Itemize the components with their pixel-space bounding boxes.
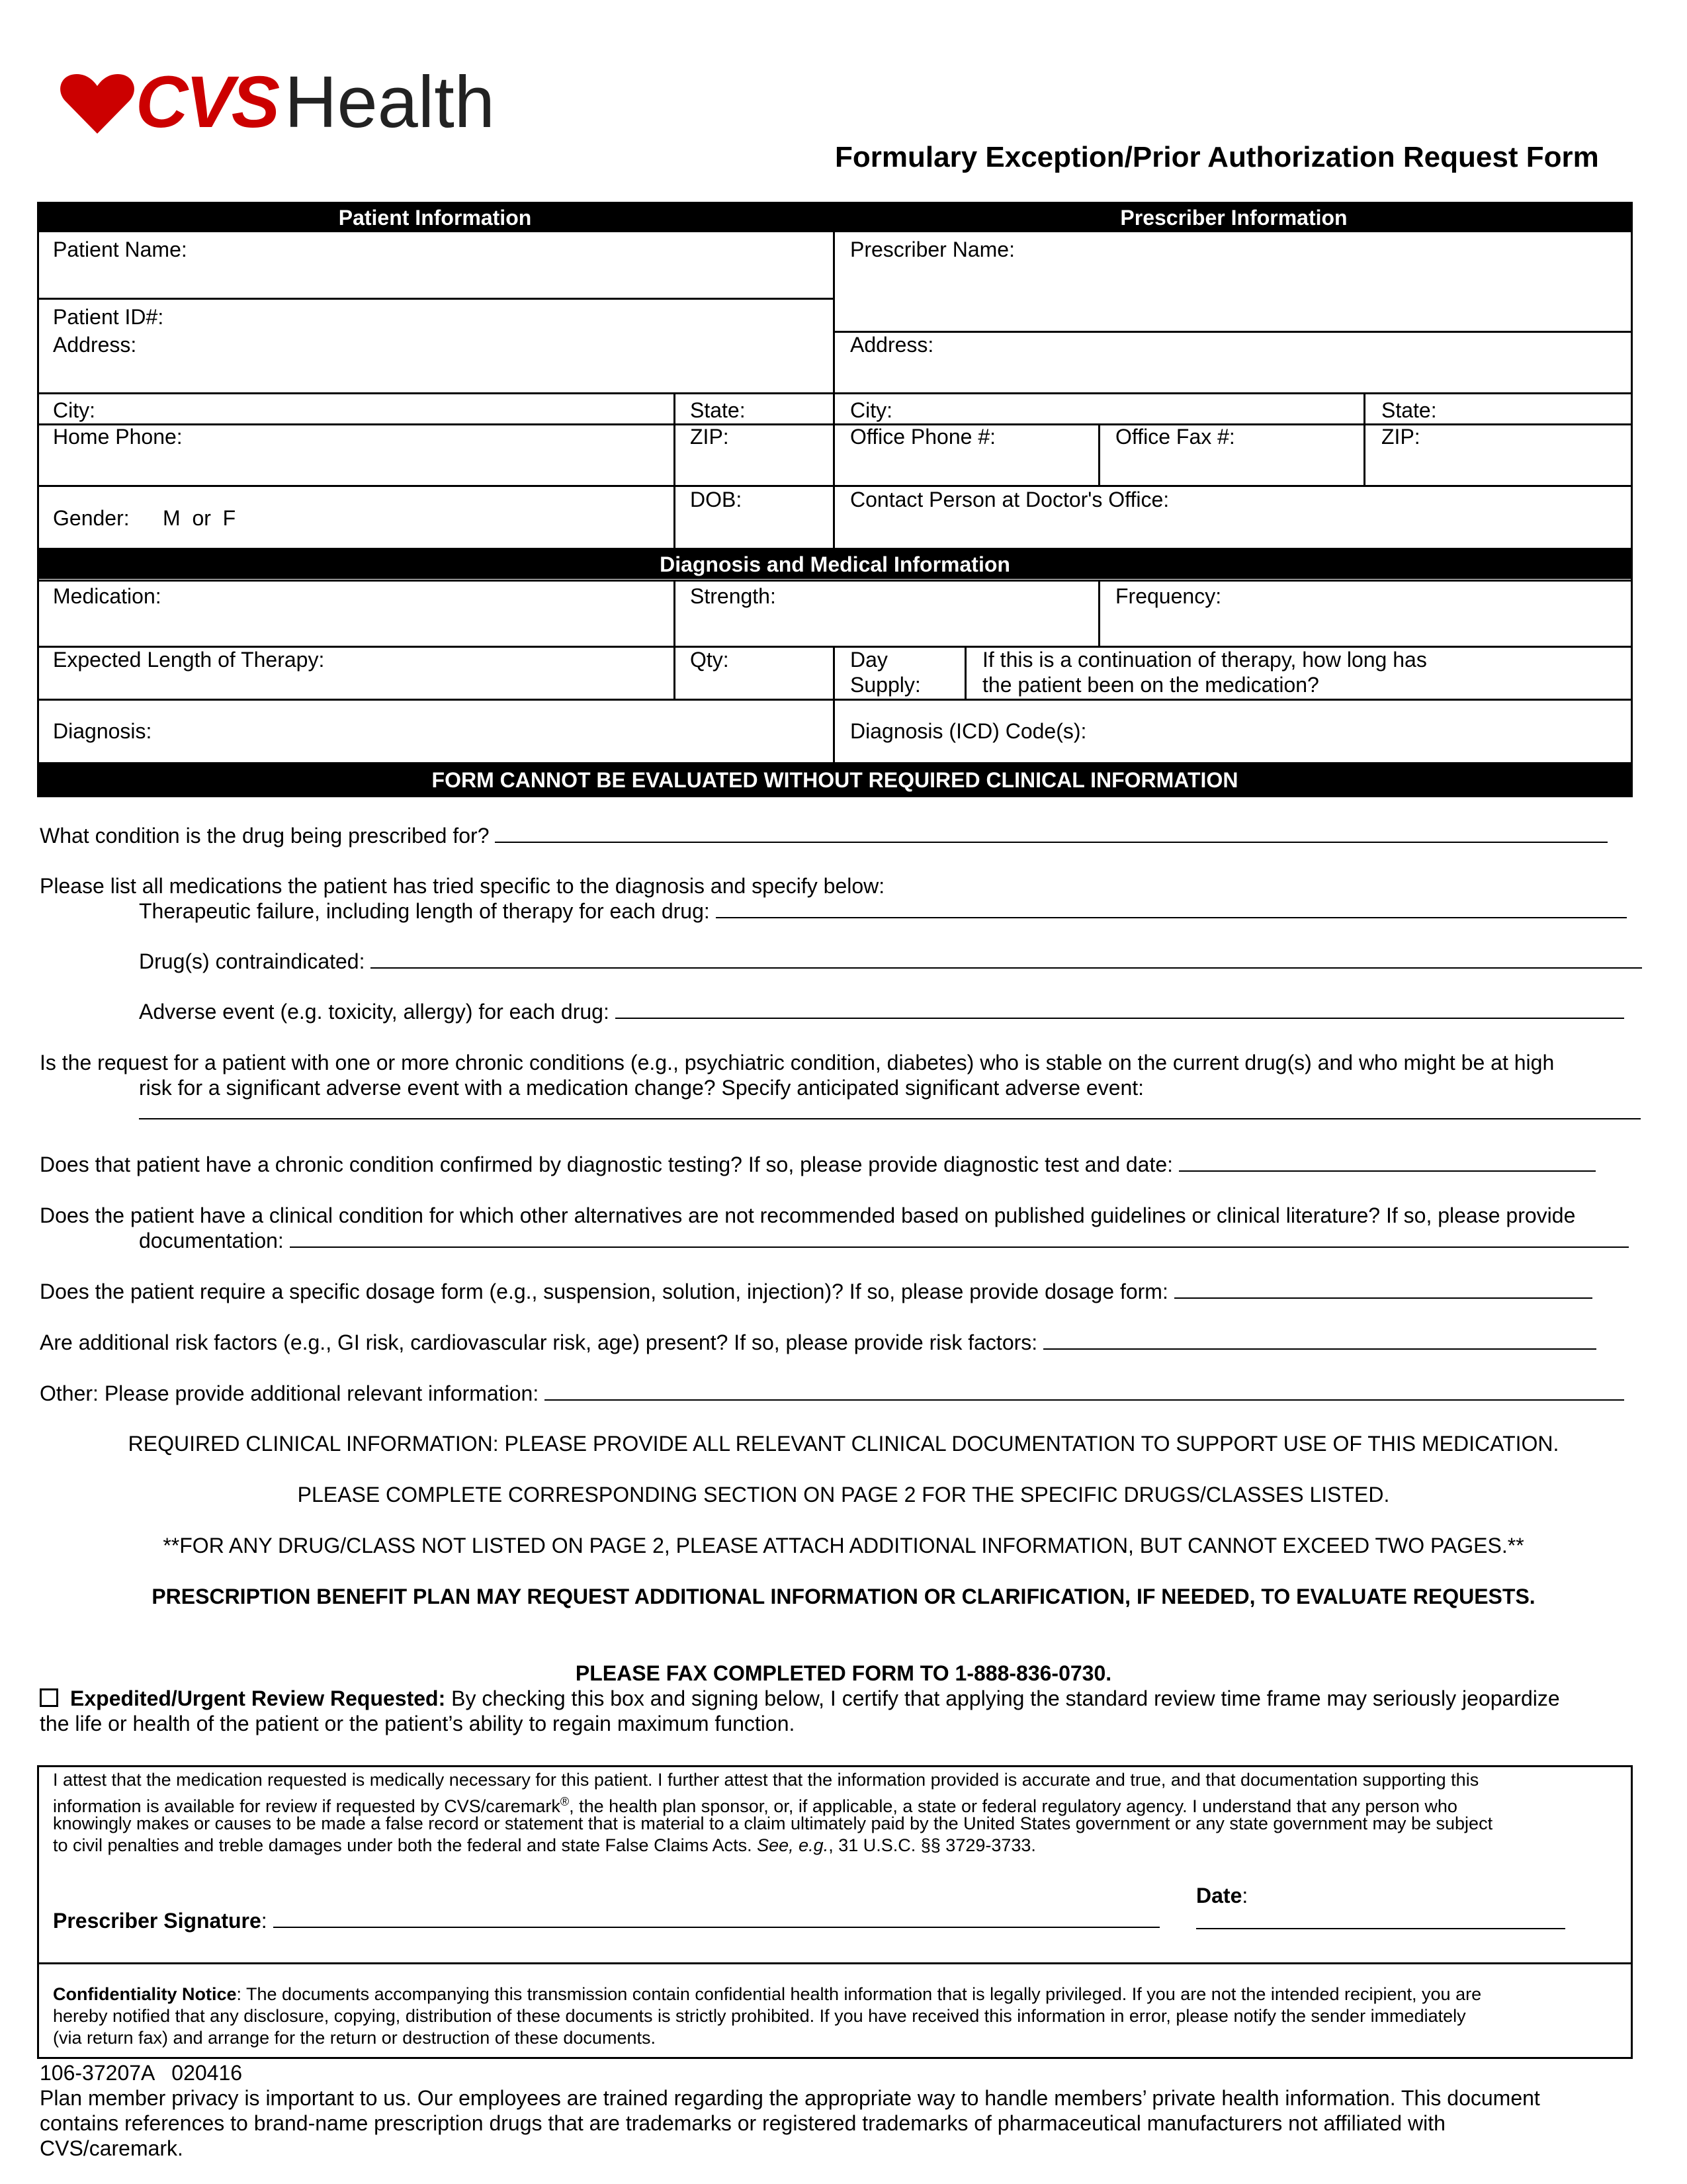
expedited-review-checkbox[interactable] [40, 1688, 58, 1707]
answer-line[interactable] [290, 1228, 1629, 1248]
prescriber-name-label[interactable]: Prescriber Name: [850, 238, 1015, 261]
qty-label[interactable]: Qty: [690, 648, 729, 672]
attestation-line-3: knowingly makes or causes to be made a false record or statement that is material to a claim ultimately paid by the United States government or any state government may be subject [53, 1813, 1493, 1833]
expedited-review-line-2: the life or health of the patient or the patient’s ability to regain maximum function. [40, 1712, 795, 1735]
expedited-review-label: Expedited/Urgent Review Requested: [70, 1686, 446, 1710]
question-adverse-event[interactable]: Adverse event (e.g. toxicity, allergy) for each drug: [139, 999, 1624, 1024]
question-medications-tried: Please list all medications the patient has tried specific to the diagnosis and specify below: [40, 874, 885, 898]
question-contraindicated[interactable]: Drug(s) contraindicated: [139, 949, 1642, 974]
patient-state-label[interactable]: State: [690, 398, 746, 422]
logo-cvs-text: CVS [136, 62, 278, 143]
patient-dob-label[interactable]: DOB: [690, 488, 742, 511]
answer-line[interactable] [544, 1381, 1624, 1401]
day-supply-label-1[interactable]: Day [850, 648, 888, 672]
answer-line[interactable] [1179, 1152, 1596, 1172]
confidentiality-line-1: Confidentiality Notice: The documents accompanying this transmission contain confidential health information that is legally privileged. If you are not the intended recipient, you are [53, 1984, 1482, 2004]
continuation-label-1[interactable]: If this is a continuation of therapy, how long has [982, 648, 1427, 672]
patient-address-label[interactable]: Address: [53, 333, 137, 357]
question-condition[interactable]: What condition is the drug being prescribed for? [40, 823, 1608, 848]
date-label: Date [1196, 1884, 1242, 1907]
heart-icon [60, 73, 136, 136]
notice-benefit-plan: PRESCRIPTION BENEFIT PLAN MAY REQUEST ADDITIONAL INFORMATION OR CLARIFICATION, IF NEEDED, TO EVALUATE REQUESTS. [151, 1585, 1536, 1608]
patient-home-phone-label[interactable]: Home Phone: [53, 425, 183, 449]
continuation-label-2[interactable]: the patient been on the medication? [982, 673, 1319, 697]
date-field-label: Date: [1196, 1884, 1248, 1907]
date-line[interactable] [1196, 1928, 1565, 1929]
answer-line[interactable] [370, 949, 1642, 969]
patient-zip-label[interactable]: ZIP: [690, 425, 729, 449]
signature-label: Prescriber Signature [53, 1909, 261, 1933]
therapy-length-label[interactable]: Expected Length of Therapy: [53, 648, 325, 672]
privacy-line-1: Plan member privacy is important to us. Our employees are trained regarding the appropriate way to handle members’ private health information. This document [40, 2086, 1540, 2110]
icd-codes-label[interactable]: Diagnosis (ICD) Code(s): [850, 719, 1087, 743]
strength-label[interactable]: Strength: [690, 584, 776, 608]
confidentiality-line-3: (via return fax) and arrange for the return or destruction of these documents. [53, 2028, 656, 2048]
attestation-line-1: I attest that the medication requested is medically necessary for this patient. I further attest that the information provided is accurate and true, and that documentation supporting this [53, 1770, 1479, 1790]
frequency-label[interactable]: Frequency: [1115, 584, 1222, 608]
form-code: 106-37207A 020416 [40, 2061, 243, 2085]
cvs-health-logo [60, 62, 523, 143]
privacy-line-3: CVS/caremark. [40, 2136, 183, 2160]
attestation-line-4: to civil penalties and treble damages under both the federal and state False Claims Acts. See, e.g., 31 U.S.C. §§ 3729-3733. [53, 1835, 1036, 1855]
question-dosage-form[interactable]: Does the patient require a specific dosage form (e.g., suspension, solution, injection)? If so, please provide dosage form: [40, 1279, 1592, 1304]
medication-label[interactable]: Medication: [53, 584, 161, 608]
patient-gender-label[interactable]: Gender: [53, 506, 130, 530]
attestation-line-2: information is available for review if requested by CVS/caremark®, the health plan sponsor, or, if applicable, a state or federal regulatory agency. I understand that any person who [53, 1795, 1457, 1816]
notice-page-2: PLEASE COMPLETE CORRESPONDING SECTION ON PAGE 2 FOR THE SPECIFIC DRUGS/CLASSES LISTED. [297, 1483, 1390, 1507]
question-diagnostic-testing[interactable]: Does that patient have a chronic condition confirmed by diagnostic testing? If so, please provide diagnostic test and date: [40, 1152, 1596, 1177]
question-other[interactable]: Other: Please provide additional relevant information: [40, 1381, 1624, 1406]
answer-line[interactable] [615, 999, 1624, 1019]
question-alternatives-1: Does the patient have a clinical condition for which other alternatives are not recommended based on published guidelines or clinical literature? If so, please provide [40, 1203, 1576, 1227]
day-supply-label-2[interactable]: Supply: [850, 673, 921, 697]
prescriber-office-phone-label[interactable]: Office Phone #: [850, 425, 996, 449]
privacy-line-2: contains references to brand-name prescription drugs that are trademarks or registered trademarks of pharmaceutical manufacturers not affiliated with [40, 2111, 1446, 2135]
notice-not-listed: **FOR ANY DRUG/CLASS NOT LISTED ON PAGE 2, PLEASE ATTACH ADDITIONAL INFORMATION, BUT CANNOT EXCEED TWO PAGES.** [163, 1534, 1524, 1557]
expedited-review-line-1[interactable]: Expedited/Urgent Review Requested: By checking this box and signing below, I certify that applying the standard review time frame may seriously jeopardize [40, 1686, 1560, 1711]
prescriber-state-label[interactable]: State: [1381, 398, 1437, 422]
prescriber-zip-label[interactable]: ZIP: [1381, 425, 1420, 449]
info-table [37, 202, 1633, 797]
question-chronic-stable-2: risk for a significant adverse event with a medication change? Specify anticipated significant adverse event: [139, 1076, 1145, 1100]
prescriber-office-fax-label[interactable]: Office Fax #: [1115, 425, 1235, 449]
question-therapeutic-failure[interactable]: Therapeutic failure, including length of therapy for each drug: [139, 898, 1627, 924]
answer-line[interactable] [495, 823, 1608, 843]
confidentiality-line-2: hereby notified that any disclosure, copying, distribution of these documents is strictly prohibited. If you have received this information in error, please notify the sender immediately [53, 2006, 1466, 2026]
prescriber-contact-label[interactable]: Contact Person at Doctor's Office: [850, 488, 1170, 511]
logo-health-text: Health [284, 62, 495, 143]
signature-line[interactable] [273, 1908, 1160, 1928]
notice-required-clinical: REQUIRED CLINICAL INFORMATION: PLEASE PROVIDE ALL RELEVANT CLINICAL DOCUMENTATION TO SUPPORT USE OF THIS MEDICATION. [128, 1432, 1559, 1456]
prescriber-address-label[interactable]: Address: [850, 333, 934, 357]
patient-gender-options[interactable]: M or F [163, 506, 236, 530]
answer-line[interactable] [1043, 1330, 1596, 1350]
prescriber-signature-field[interactable]: Prescriber Signature: [53, 1908, 1160, 1933]
prescriber-info-header: Prescriber Information [835, 203, 1633, 232]
patient-name-label[interactable]: Patient Name: [53, 238, 187, 261]
diagnosis-info-header: Diagnosis and Medical Information [37, 550, 1633, 579]
form-title: Formulary Exception/Prior Authorization Request Form [835, 141, 1599, 173]
answer-line-chronic-stable[interactable] [139, 1118, 1641, 1119]
diagnosis-label[interactable]: Diagnosis: [53, 719, 152, 743]
required-info-warning-bar: FORM CANNOT BE EVALUATED WITHOUT REQUIRED CLINICAL INFORMATION [37, 764, 1633, 796]
answer-line[interactable] [716, 898, 1627, 918]
notice-fax-number: PLEASE FAX COMPLETED FORM TO 1-888-836-0730. [575, 1661, 1112, 1685]
question-chronic-stable-1: Is the request for a patient with one or more chronic conditions (e.g., psychiatric condition, diabetes) who is stable on the current drug(s) and who might be at high [40, 1051, 1555, 1074]
patient-info-header: Patient Information [37, 203, 833, 232]
patient-id-label[interactable]: Patient ID#: [53, 305, 164, 329]
patient-city-label[interactable]: City: [53, 398, 95, 422]
prescriber-city-label[interactable]: City: [850, 398, 892, 422]
question-alternatives-2[interactable]: documentation: [139, 1228, 1629, 1253]
answer-line[interactable] [1174, 1279, 1592, 1299]
question-risk-factors[interactable]: Are additional risk factors (e.g., GI risk, cardiovascular risk, age) present? If so, please provide risk factors: [40, 1330, 1596, 1355]
